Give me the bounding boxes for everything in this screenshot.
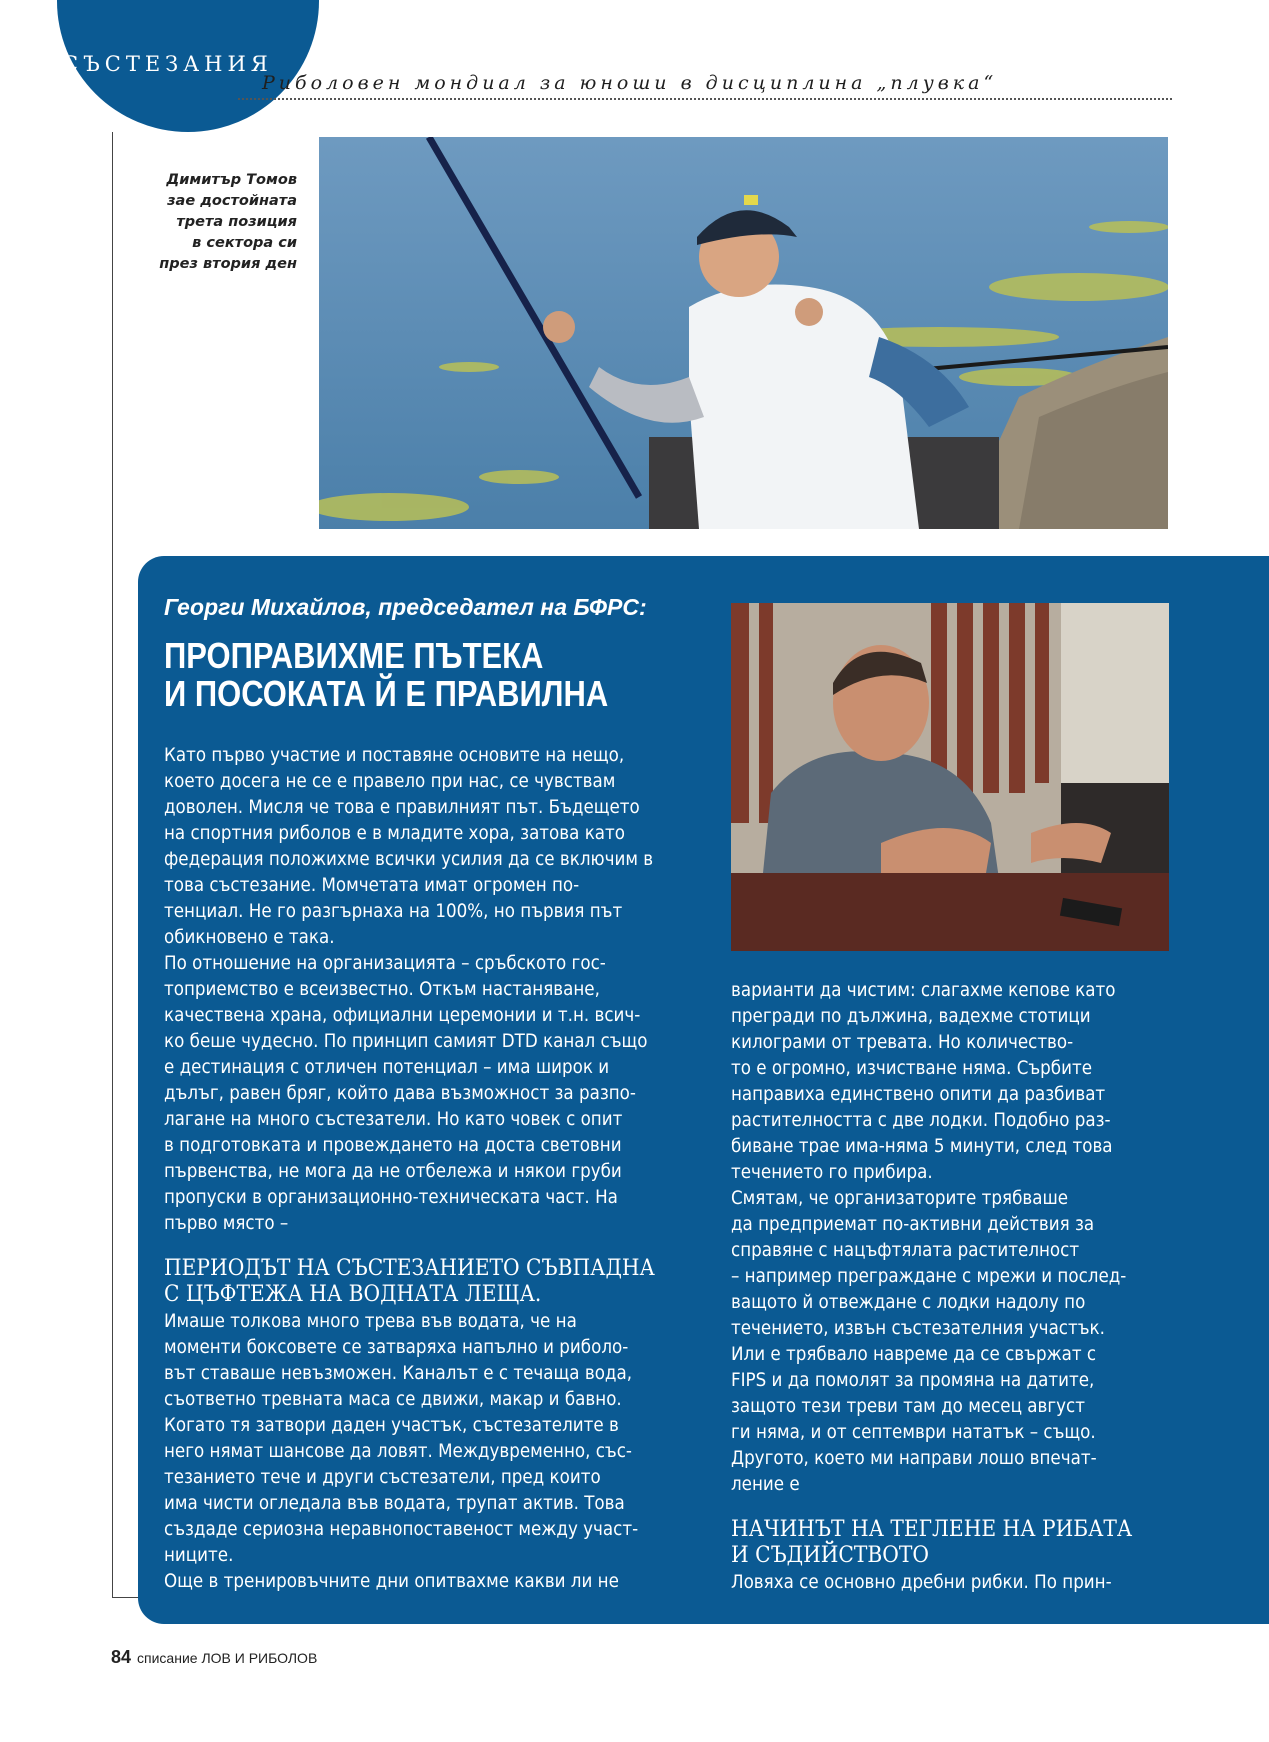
section-label: СЪСТЕЗАНИЯ xyxy=(62,52,273,76)
text-line: тезанието тече и други състезатели, пред които xyxy=(164,1466,601,1488)
text-line: което досега не се е правело при нас, се чувствам xyxy=(164,770,616,792)
page-number: 84 xyxy=(111,1647,132,1667)
page-footer xyxy=(111,1647,317,1668)
text-line: килограми от тревата. Но количество- xyxy=(731,1031,1074,1053)
right-paragraph-2 xyxy=(731,1569,1171,1595)
text-line: Имаше толкова много трева във водата, че на xyxy=(164,1310,577,1332)
text-line: растителността с две лодки. Подобно раз- xyxy=(731,1109,1111,1131)
text-line: има чисти огледала във водата, трупат актив. Това xyxy=(164,1492,625,1514)
heading-line: С ЦЪФТЕЖА НА ВОДНАТА ЛЕЩА. xyxy=(164,1282,542,1307)
text-line: Или е трябвало навреме да се свържат с xyxy=(731,1343,1097,1365)
text-line: тенциал. Не го разгърнаха на 100%, но първия път xyxy=(164,900,623,922)
interview-kicker: Георги Михайлов, председател на БФРС: xyxy=(164,594,647,620)
section-heading-2 xyxy=(731,1517,1171,1569)
text-line: в подготовката и провеждането на доста световни xyxy=(164,1134,622,1156)
text-line: то е огромно, изчистване няма. Сърбите xyxy=(731,1057,1093,1079)
text-line: ващото й отвеждане с лодки надолу по xyxy=(731,1291,1086,1313)
left-paragraph-2 xyxy=(164,1308,724,1594)
interview-photo xyxy=(731,603,1169,951)
interview-photo-illustration xyxy=(731,603,1169,951)
text-line: варианти да чистим: слагахме кепове като xyxy=(731,979,1116,1001)
section-heading-1 xyxy=(164,1256,724,1308)
text-line: вът ставаше невъзможен. Каналът е с течаща вода, xyxy=(164,1362,633,1384)
caption-line: зае достойната xyxy=(167,193,297,209)
caption-line: през втория ден xyxy=(159,256,297,272)
text-line: направиха единствено опити да разбиват xyxy=(731,1083,1106,1105)
text-line: първенства, не мога да не отбележа и някои груби xyxy=(164,1160,622,1182)
text-line: дълъг, равен бряг, който дава възможност за разпо- xyxy=(164,1082,636,1104)
text-line: ги няма, и от септември нататък – също. xyxy=(731,1421,1096,1443)
text-line: това състезание. Момчетата имат огромен по- xyxy=(164,874,580,896)
angler-photo-illustration xyxy=(319,137,1168,529)
text-line: Смятам, че организаторите трябваше xyxy=(731,1187,1069,1209)
article-headline xyxy=(164,637,608,713)
caption-line: трета позиция xyxy=(176,214,297,230)
text-line: биване трае има-няма 5 минути, след това xyxy=(731,1135,1113,1157)
headline-line: ПРОПРАВИХМЕ ПЪТЕКА xyxy=(164,635,544,676)
heading-line: ПЕРИОДЪТ НА СЪСТЕЗАНИЕТО СЪВПАДНА xyxy=(164,1256,655,1281)
right-column xyxy=(731,977,1171,1595)
magazine-name: списание ЛОВ И РИБОЛОВ xyxy=(137,1650,318,1666)
left-rule xyxy=(112,132,113,1598)
heading-line: И СЪДИЙСТВОТО xyxy=(731,1543,929,1568)
heading-line: НАЧИНЪТ НА ТЕГЛЕНЕ НА РИБАТА xyxy=(731,1517,1133,1542)
caption-line: Димитър Томов xyxy=(166,172,297,188)
text-line: По отношение на организацията – сръбското гос- xyxy=(164,952,606,974)
text-line: него нямат шансове да ловят. Междувременно, със- xyxy=(164,1440,632,1462)
text-line: FIPS и да помолят за промяна на датите, xyxy=(731,1369,1095,1391)
text-line: Като първо участие и поставяне основите на нещо, xyxy=(164,744,625,766)
text-line: ниците. xyxy=(164,1544,234,1566)
text-line: да предприемат по-активни действия за xyxy=(731,1213,1095,1235)
text-line: доволен. Мисля че това е правилният път. Бъдещето xyxy=(164,796,640,818)
text-line: федерация положихме всички усилия да се включим в xyxy=(164,848,654,870)
text-line: Другото, което ми направи лошо впечат- xyxy=(731,1447,1097,1469)
page-subtitle: Риболовен мондиал за юноши в дисциплина „плувка“ xyxy=(262,72,998,94)
dotted-divider xyxy=(238,98,1172,100)
text-line: обикновено е така. xyxy=(164,926,335,948)
text-line: лагане на много състезатели. Но като човек с опит xyxy=(164,1108,623,1130)
text-line: е дестинация с отличен потенциал – има широк и xyxy=(164,1056,610,1078)
caption-line: в сектора си xyxy=(192,235,297,251)
text-line: създаде сериозна неравнопоставеност между участ- xyxy=(164,1518,639,1540)
text-line: ко беше чудесно. По принцип самият DTD канал също xyxy=(164,1030,648,1052)
left-paragraph-1 xyxy=(164,742,724,1236)
text-line: първо място – xyxy=(164,1212,289,1234)
text-line: ление е xyxy=(731,1473,800,1495)
text-line: Още в тренировъчните дни опитвахме какви ли не xyxy=(164,1570,619,1592)
text-line: Ловяха се основно дребни рибки. По прин- xyxy=(731,1571,1112,1593)
text-line: – например преграждане с мрежи и послед- xyxy=(731,1265,1127,1287)
text-line: моменти боксовете се затваряха напълно и риболо- xyxy=(164,1336,629,1358)
left-column xyxy=(164,742,724,1594)
headline-line: И ПОСОКАТА Й Е ПРАВИЛНА xyxy=(164,673,609,714)
photo-caption xyxy=(135,170,297,275)
text-line: течението го прибира. xyxy=(731,1161,933,1183)
text-line: на спортния риболов е в младите хора, затова като xyxy=(164,822,626,844)
text-line: защото тези треви там до месец август xyxy=(731,1395,1085,1417)
angler-photo xyxy=(319,137,1168,529)
text-line: прегради по дължина, вадехме стотици xyxy=(731,1005,1091,1027)
text-line: топриемство е всеизвестно. Откъм настаняване, xyxy=(164,978,600,1000)
right-paragraph-1 xyxy=(731,977,1171,1497)
text-line: качествена храна, официални церемонии и т.н. всич- xyxy=(164,1004,641,1026)
text-line: справяне с нацъфтялата растителност xyxy=(731,1239,1080,1261)
text-line: Когато тя затвори даден участък, състезателите в xyxy=(164,1414,619,1436)
text-line: съответно тревната маса се движи, макар и бавно. xyxy=(164,1388,622,1410)
text-line: течението, извън състезателния участък. xyxy=(731,1317,1105,1339)
text-line: пропуски в организационно-техническата част. На xyxy=(164,1186,618,1208)
